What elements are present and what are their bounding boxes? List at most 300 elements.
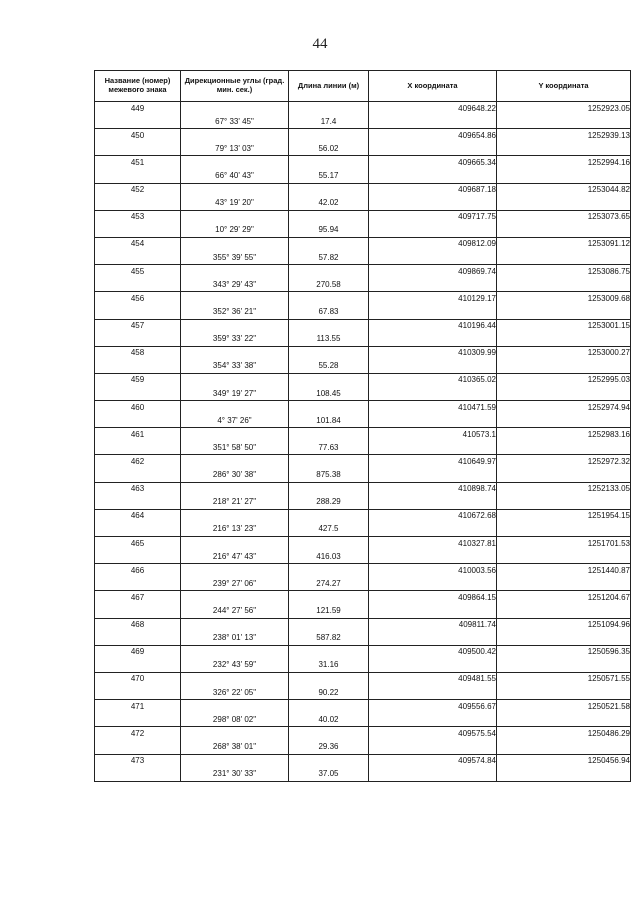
name-cell-empty bbox=[95, 659, 181, 673]
length-cell-empty bbox=[289, 156, 369, 170]
name-cell-empty bbox=[95, 441, 181, 455]
table-row bbox=[95, 319, 631, 333]
x-coordinate: 409811.74 bbox=[369, 618, 497, 632]
direction-angle: 67° 33' 45" bbox=[181, 115, 289, 129]
table-row bbox=[95, 373, 631, 387]
name-cell-empty bbox=[95, 197, 181, 211]
name-cell-empty bbox=[95, 305, 181, 319]
angle-cell-empty bbox=[181, 672, 289, 686]
angle-cell-empty bbox=[181, 509, 289, 523]
line-length: 37.05 bbox=[289, 768, 369, 782]
name-cell-empty bbox=[95, 387, 181, 401]
name-cell-empty bbox=[95, 523, 181, 537]
direction-angle: 352° 36' 21" bbox=[181, 305, 289, 319]
header-x: X координата bbox=[369, 71, 497, 102]
table-row bbox=[95, 237, 631, 251]
table-header-row bbox=[95, 71, 631, 102]
name-cell-empty bbox=[95, 768, 181, 782]
y-coordinate: 1252994.16 bbox=[497, 156, 631, 170]
page-number: 44 bbox=[312, 36, 328, 52]
x-cell-empty bbox=[369, 632, 497, 646]
y-cell-empty bbox=[497, 169, 631, 183]
angle-cell-empty bbox=[181, 129, 289, 143]
y-coordinate: 1253044.82 bbox=[497, 183, 631, 197]
angle-cell-empty bbox=[181, 455, 289, 469]
x-cell-empty bbox=[369, 414, 497, 428]
angle-cell-empty bbox=[181, 754, 289, 768]
table-row bbox=[95, 333, 631, 347]
x-coordinate: 409500.42 bbox=[369, 645, 497, 659]
point-name: 462 bbox=[95, 455, 181, 469]
x-coordinate: 410649.97 bbox=[369, 455, 497, 469]
length-cell-empty bbox=[289, 265, 369, 279]
y-cell-empty bbox=[497, 768, 631, 782]
name-cell-empty bbox=[95, 604, 181, 618]
table-row bbox=[95, 455, 631, 469]
name-cell-empty bbox=[95, 278, 181, 292]
x-coordinate: 410365.02 bbox=[369, 373, 497, 387]
x-coordinate: 409864.15 bbox=[369, 591, 497, 605]
y-cell-empty bbox=[497, 496, 631, 510]
length-cell-empty bbox=[289, 373, 369, 387]
direction-angle: 326° 22' 05" bbox=[181, 686, 289, 700]
x-cell-empty bbox=[369, 604, 497, 618]
x-coordinate: 410471.59 bbox=[369, 401, 497, 415]
x-cell-empty bbox=[369, 333, 497, 347]
name-cell-empty bbox=[95, 469, 181, 483]
angle-cell-empty bbox=[181, 210, 289, 224]
direction-angle: 66° 40' 43" bbox=[181, 169, 289, 183]
y-coordinate: 1250486.29 bbox=[497, 727, 631, 741]
point-name: 464 bbox=[95, 509, 181, 523]
table-row bbox=[95, 740, 631, 754]
table-row bbox=[95, 441, 631, 455]
angle-cell-empty bbox=[181, 700, 289, 714]
angle-cell-empty bbox=[181, 183, 289, 197]
name-cell-empty bbox=[95, 713, 181, 727]
line-length: 95.94 bbox=[289, 224, 369, 238]
direction-angle: 4° 37' 26" bbox=[181, 414, 289, 428]
length-cell-empty bbox=[289, 183, 369, 197]
line-length: 270.58 bbox=[289, 278, 369, 292]
table-row bbox=[95, 197, 631, 211]
y-coordinate: 1251094.96 bbox=[497, 618, 631, 632]
point-name: 471 bbox=[95, 700, 181, 714]
table-row bbox=[95, 496, 631, 510]
table-row bbox=[95, 686, 631, 700]
table-row bbox=[95, 278, 631, 292]
length-cell-empty bbox=[289, 292, 369, 306]
angle-cell-empty bbox=[181, 537, 289, 551]
table-row bbox=[95, 509, 631, 523]
direction-angle: 244° 27' 56" bbox=[181, 604, 289, 618]
point-name: 452 bbox=[95, 183, 181, 197]
y-cell-empty bbox=[497, 469, 631, 483]
x-cell-empty bbox=[369, 251, 497, 265]
direction-angle: 216° 47' 43" bbox=[181, 550, 289, 564]
name-cell-empty bbox=[95, 686, 181, 700]
x-cell-empty bbox=[369, 387, 497, 401]
point-name: 456 bbox=[95, 292, 181, 306]
line-length: 56.02 bbox=[289, 142, 369, 156]
y-coordinate: 1252974.94 bbox=[497, 401, 631, 415]
angle-cell-empty bbox=[181, 401, 289, 415]
header-length: Длина линии (м) bbox=[289, 71, 369, 102]
y-coordinate: 1252133.05 bbox=[497, 482, 631, 496]
direction-angle: 355° 39' 55" bbox=[181, 251, 289, 265]
table-row bbox=[95, 604, 631, 618]
y-coordinate: 1251954.15 bbox=[497, 509, 631, 523]
angle-cell-empty bbox=[181, 591, 289, 605]
table-row bbox=[95, 577, 631, 591]
direction-angle: 218° 21' 27" bbox=[181, 496, 289, 510]
point-name: 455 bbox=[95, 265, 181, 279]
table-row bbox=[95, 183, 631, 197]
x-coordinate: 410327.81 bbox=[369, 537, 497, 551]
y-cell-empty bbox=[497, 414, 631, 428]
x-cell-empty bbox=[369, 686, 497, 700]
name-cell-empty bbox=[95, 169, 181, 183]
line-length: 587.82 bbox=[289, 632, 369, 646]
angle-cell-empty bbox=[181, 564, 289, 578]
direction-angle: 232° 43' 59" bbox=[181, 659, 289, 673]
line-length: 288.29 bbox=[289, 496, 369, 510]
point-name: 454 bbox=[95, 237, 181, 251]
table-row bbox=[95, 346, 631, 360]
direction-angle: 79° 13' 03" bbox=[181, 142, 289, 156]
angle-cell-empty bbox=[181, 645, 289, 659]
y-cell-empty bbox=[497, 632, 631, 646]
x-coordinate: 409687.18 bbox=[369, 183, 497, 197]
line-length: 17.4 bbox=[289, 115, 369, 129]
length-cell-empty bbox=[289, 102, 369, 116]
x-coordinate: 410196.44 bbox=[369, 319, 497, 333]
point-name: 466 bbox=[95, 564, 181, 578]
line-length: 55.17 bbox=[289, 169, 369, 183]
table-row bbox=[95, 305, 631, 319]
length-cell-empty bbox=[289, 591, 369, 605]
point-name: 461 bbox=[95, 428, 181, 442]
x-cell-empty bbox=[369, 197, 497, 211]
x-cell-empty bbox=[369, 115, 497, 129]
y-cell-empty bbox=[497, 441, 631, 455]
length-cell-empty bbox=[289, 564, 369, 578]
angle-cell-empty bbox=[181, 373, 289, 387]
direction-angle: 298° 08' 02" bbox=[181, 713, 289, 727]
angle-cell-empty bbox=[181, 319, 289, 333]
length-cell-empty bbox=[289, 754, 369, 768]
x-cell-empty bbox=[369, 441, 497, 455]
x-cell-empty bbox=[369, 659, 497, 673]
point-name: 472 bbox=[95, 727, 181, 741]
name-cell-empty bbox=[95, 360, 181, 374]
length-cell-empty bbox=[289, 482, 369, 496]
x-cell-empty bbox=[369, 740, 497, 754]
point-name: 463 bbox=[95, 482, 181, 496]
name-cell-empty bbox=[95, 115, 181, 129]
y-coordinate: 1252995.03 bbox=[497, 373, 631, 387]
direction-angle: 216° 13' 23" bbox=[181, 523, 289, 537]
length-cell-empty bbox=[289, 401, 369, 415]
x-coordinate: 409869.74 bbox=[369, 265, 497, 279]
point-name: 457 bbox=[95, 319, 181, 333]
line-length: 113.55 bbox=[289, 333, 369, 347]
table-row bbox=[95, 414, 631, 428]
length-cell-empty bbox=[289, 672, 369, 686]
length-cell-empty bbox=[289, 455, 369, 469]
y-coordinate: 1251204.67 bbox=[497, 591, 631, 605]
y-coordinate: 1252923.05 bbox=[497, 102, 631, 116]
x-cell-empty bbox=[369, 550, 497, 564]
direction-angle: 354° 33' 38" bbox=[181, 360, 289, 374]
point-name: 449 bbox=[95, 102, 181, 116]
line-length: 121.59 bbox=[289, 604, 369, 618]
angle-cell-empty bbox=[181, 482, 289, 496]
name-cell-empty bbox=[95, 142, 181, 156]
point-name: 458 bbox=[95, 346, 181, 360]
x-coordinate: 409648.22 bbox=[369, 102, 497, 116]
direction-angle: 349° 19' 27" bbox=[181, 387, 289, 401]
x-coordinate: 409665.34 bbox=[369, 156, 497, 170]
y-cell-empty bbox=[497, 251, 631, 265]
table-row bbox=[95, 564, 631, 578]
x-coordinate: 409717.75 bbox=[369, 210, 497, 224]
table-row bbox=[95, 482, 631, 496]
table-row bbox=[95, 210, 631, 224]
point-name: 459 bbox=[95, 373, 181, 387]
boundary-coordinates-table bbox=[94, 70, 631, 782]
y-coordinate: 1253009.68 bbox=[497, 292, 631, 306]
y-cell-empty bbox=[497, 713, 631, 727]
y-cell-empty bbox=[497, 659, 631, 673]
y-cell-empty bbox=[497, 523, 631, 537]
y-coordinate: 1250596.35 bbox=[497, 645, 631, 659]
length-cell-empty bbox=[289, 319, 369, 333]
x-cell-empty bbox=[369, 469, 497, 483]
table-row bbox=[95, 727, 631, 741]
x-cell-empty bbox=[369, 713, 497, 727]
y-cell-empty bbox=[497, 305, 631, 319]
table-row bbox=[95, 537, 631, 551]
line-length: 875.38 bbox=[289, 469, 369, 483]
table-row bbox=[95, 265, 631, 279]
angle-cell-empty bbox=[181, 102, 289, 116]
line-length: 77.63 bbox=[289, 441, 369, 455]
table-row bbox=[95, 360, 631, 374]
x-cell-empty bbox=[369, 278, 497, 292]
x-coordinate: 409812.09 bbox=[369, 237, 497, 251]
y-coordinate: 1253001.15 bbox=[497, 319, 631, 333]
table-row bbox=[95, 591, 631, 605]
name-cell-empty bbox=[95, 496, 181, 510]
line-length: 31.16 bbox=[289, 659, 369, 673]
y-coordinate: 1252983.16 bbox=[497, 428, 631, 442]
x-coordinate: 409575.54 bbox=[369, 727, 497, 741]
table-row bbox=[95, 632, 631, 646]
x-cell-empty bbox=[369, 523, 497, 537]
x-cell-empty bbox=[369, 142, 497, 156]
angle-cell-empty bbox=[181, 292, 289, 306]
length-cell-empty bbox=[289, 537, 369, 551]
angle-cell-empty bbox=[181, 237, 289, 251]
angle-cell-empty bbox=[181, 618, 289, 632]
y-cell-empty bbox=[497, 387, 631, 401]
name-cell-empty bbox=[95, 224, 181, 238]
point-name: 473 bbox=[95, 754, 181, 768]
table-row bbox=[95, 156, 631, 170]
x-coordinate: 410129.17 bbox=[369, 292, 497, 306]
table-row bbox=[95, 169, 631, 183]
point-name: 468 bbox=[95, 618, 181, 632]
name-cell-empty bbox=[95, 251, 181, 265]
x-cell-empty bbox=[369, 577, 497, 591]
name-cell-empty bbox=[95, 550, 181, 564]
header-name: Название (номер) межевого знака bbox=[95, 71, 181, 102]
length-cell-empty bbox=[289, 727, 369, 741]
line-length: 40.02 bbox=[289, 713, 369, 727]
direction-angle: 231° 30' 33" bbox=[181, 768, 289, 782]
direction-angle: 343° 29' 43" bbox=[181, 278, 289, 292]
name-cell-empty bbox=[95, 740, 181, 754]
y-coordinate: 1253091.12 bbox=[497, 237, 631, 251]
table-row bbox=[95, 102, 631, 116]
line-length: 55.28 bbox=[289, 360, 369, 374]
line-length: 416.03 bbox=[289, 550, 369, 564]
table-row bbox=[95, 115, 631, 129]
x-cell-empty bbox=[369, 496, 497, 510]
direction-angle: 351° 58' 50" bbox=[181, 441, 289, 455]
y-coordinate: 1251440.87 bbox=[497, 564, 631, 578]
y-coordinate: 1250456.94 bbox=[497, 754, 631, 768]
table-row bbox=[95, 550, 631, 564]
direction-angle: 10° 29' 29" bbox=[181, 224, 289, 238]
y-cell-empty bbox=[497, 278, 631, 292]
length-cell-empty bbox=[289, 645, 369, 659]
length-cell-empty bbox=[289, 618, 369, 632]
y-cell-empty bbox=[497, 577, 631, 591]
table-row bbox=[95, 292, 631, 306]
y-coordinate: 1253000.27 bbox=[497, 346, 631, 360]
x-coordinate: 410672.68 bbox=[369, 509, 497, 523]
table-body bbox=[95, 102, 631, 782]
angle-cell-empty bbox=[181, 346, 289, 360]
length-cell-empty bbox=[289, 700, 369, 714]
y-coordinate: 1253073.65 bbox=[497, 210, 631, 224]
y-cell-empty bbox=[497, 224, 631, 238]
x-coordinate: 409654.86 bbox=[369, 129, 497, 143]
direction-angle: 268° 38' 01" bbox=[181, 740, 289, 754]
y-coordinate: 1250571.55 bbox=[497, 672, 631, 686]
point-name: 453 bbox=[95, 210, 181, 224]
table-row bbox=[95, 659, 631, 673]
y-cell-empty bbox=[497, 740, 631, 754]
length-cell-empty bbox=[289, 129, 369, 143]
y-coordinate: 1250521.58 bbox=[497, 700, 631, 714]
x-cell-empty bbox=[369, 305, 497, 319]
x-coordinate: 409574.84 bbox=[369, 754, 497, 768]
x-cell-empty bbox=[369, 169, 497, 183]
table-row bbox=[95, 428, 631, 442]
length-cell-empty bbox=[289, 509, 369, 523]
y-cell-empty bbox=[497, 115, 631, 129]
line-length: 90.22 bbox=[289, 686, 369, 700]
table-row bbox=[95, 700, 631, 714]
line-length: 108.45 bbox=[289, 387, 369, 401]
table-row bbox=[95, 251, 631, 265]
angle-cell-empty bbox=[181, 265, 289, 279]
angle-cell-empty bbox=[181, 727, 289, 741]
x-coordinate: 410309.99 bbox=[369, 346, 497, 360]
x-coordinate: 410003.56 bbox=[369, 564, 497, 578]
y-coordinate: 1251701.53 bbox=[497, 537, 631, 551]
table-row bbox=[95, 754, 631, 768]
y-cell-empty bbox=[497, 550, 631, 564]
table-row bbox=[95, 618, 631, 632]
name-cell-empty bbox=[95, 632, 181, 646]
y-coordinate: 1252972.32 bbox=[497, 455, 631, 469]
table-row bbox=[95, 401, 631, 415]
header-y: Y координата bbox=[497, 71, 631, 102]
y-coordinate: 1253086.75 bbox=[497, 265, 631, 279]
x-cell-empty bbox=[369, 768, 497, 782]
table-row bbox=[95, 672, 631, 686]
line-length: 67.83 bbox=[289, 305, 369, 319]
direction-angle: 43° 19' 20" bbox=[181, 197, 289, 211]
point-name: 465 bbox=[95, 537, 181, 551]
y-coordinate: 1252939.13 bbox=[497, 129, 631, 143]
point-name: 451 bbox=[95, 156, 181, 170]
table-row bbox=[95, 469, 631, 483]
name-cell-empty bbox=[95, 333, 181, 347]
table-row bbox=[95, 645, 631, 659]
table-row bbox=[95, 142, 631, 156]
y-cell-empty bbox=[497, 197, 631, 211]
point-name: 470 bbox=[95, 672, 181, 686]
header-angle: Дирекционные углы (град. мин. сек.) bbox=[181, 71, 289, 102]
y-cell-empty bbox=[497, 333, 631, 347]
table-row bbox=[95, 713, 631, 727]
y-cell-empty bbox=[497, 142, 631, 156]
length-cell-empty bbox=[289, 346, 369, 360]
x-coordinate: 409481.55 bbox=[369, 672, 497, 686]
name-cell-empty bbox=[95, 414, 181, 428]
table-row bbox=[95, 387, 631, 401]
point-name: 469 bbox=[95, 645, 181, 659]
line-length: 42.02 bbox=[289, 197, 369, 211]
name-cell-empty bbox=[95, 577, 181, 591]
direction-angle: 238° 01' 13" bbox=[181, 632, 289, 646]
x-coordinate: 410898.74 bbox=[369, 482, 497, 496]
length-cell-empty bbox=[289, 210, 369, 224]
line-length: 101.84 bbox=[289, 414, 369, 428]
line-length: 57.82 bbox=[289, 251, 369, 265]
x-cell-empty bbox=[369, 360, 497, 374]
direction-angle: 286° 30' 38" bbox=[181, 469, 289, 483]
table-row bbox=[95, 768, 631, 782]
direction-angle: 239° 27' 06" bbox=[181, 577, 289, 591]
angle-cell-empty bbox=[181, 156, 289, 170]
angle-cell-empty bbox=[181, 428, 289, 442]
line-length: 274.27 bbox=[289, 577, 369, 591]
point-name: 460 bbox=[95, 401, 181, 415]
point-name: 450 bbox=[95, 129, 181, 143]
line-length: 29.36 bbox=[289, 740, 369, 754]
x-coordinate: 409556.67 bbox=[369, 700, 497, 714]
y-cell-empty bbox=[497, 686, 631, 700]
point-name: 467 bbox=[95, 591, 181, 605]
length-cell-empty bbox=[289, 237, 369, 251]
table-row bbox=[95, 523, 631, 537]
